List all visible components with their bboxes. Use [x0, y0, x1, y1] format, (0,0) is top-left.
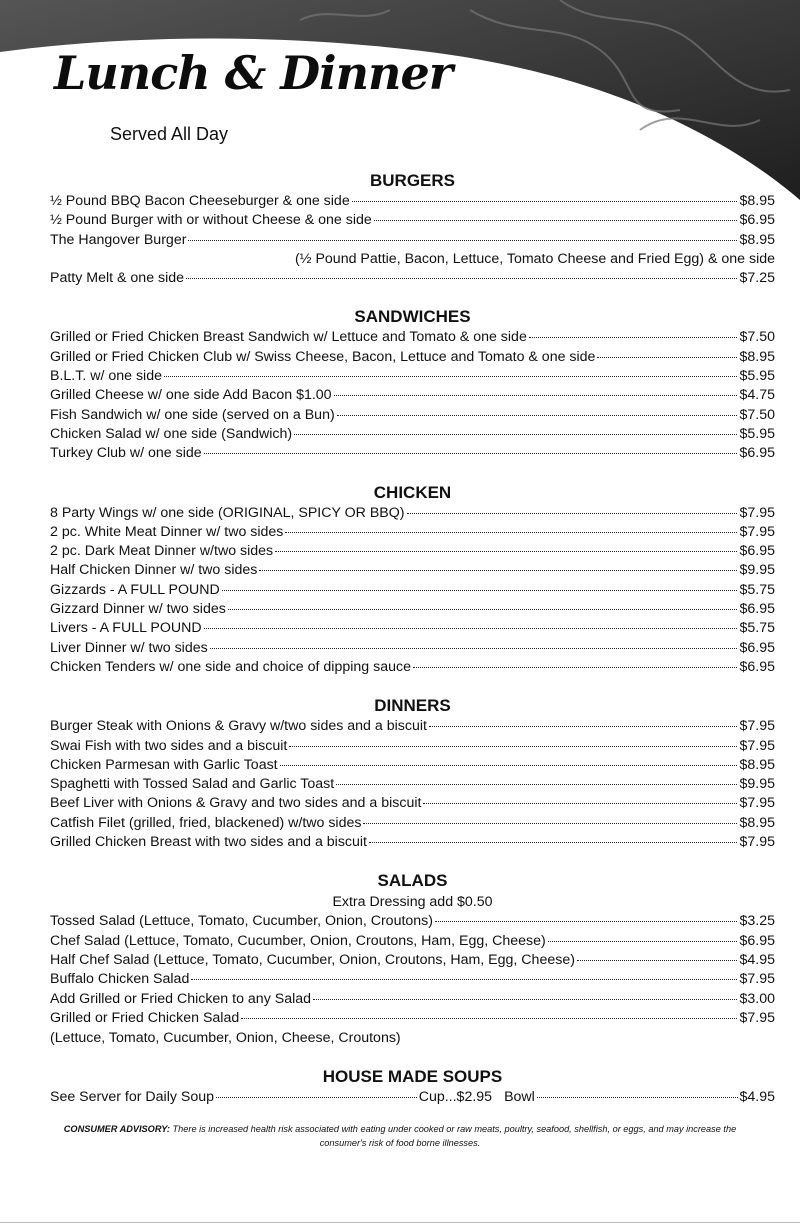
advisory-label: CONSUMER ADVISORY:	[63, 1124, 170, 1134]
menu-item	[50, 561, 775, 580]
menu-item	[50, 542, 775, 561]
menu-item	[50, 639, 775, 658]
leader-dots	[275, 551, 737, 552]
item-description: (½ Pound Pattie, Bacon, Lettuce, Tomato Cheese and Fried Egg) & one side	[294, 250, 775, 267]
item-price: $7.50	[739, 406, 775, 423]
menu-item	[50, 794, 775, 813]
item-price: $7.95	[739, 523, 775, 540]
leader-dots	[407, 513, 738, 514]
leader-dots	[548, 941, 738, 942]
item-name: Spaghetti with Tossed Salad and Garlic Toast	[50, 776, 335, 793]
leader-dots	[337, 415, 738, 416]
leader-dots	[294, 434, 737, 435]
item-price: $9.95	[739, 776, 775, 793]
item-price: $5.95	[739, 368, 775, 385]
menu-item	[50, 912, 775, 931]
section-title-dinners: DINNERS	[374, 696, 451, 716]
menu-item	[50, 425, 775, 444]
section-title-sandwiches: SANDWICHES	[354, 307, 471, 327]
menu-item	[50, 990, 775, 1009]
item-name: Burger Steak with Onions & Gravy w/two sides and a biscuit	[50, 718, 427, 735]
item-name: Liver Dinner w/ two sides	[50, 639, 208, 656]
item-name: Chef Salad (Lettuce, Tomato, Cucumber, Onion, Croutons, Ham, Egg, Cheese)	[50, 932, 546, 949]
menu-item	[50, 717, 775, 736]
leader-dots	[435, 921, 737, 922]
menu-item	[50, 600, 775, 619]
menu-item	[50, 814, 775, 833]
bowl-price: $4.95	[739, 1089, 776, 1106]
item-price: $8.95	[739, 756, 775, 773]
leader-dots	[374, 220, 738, 221]
item-price: $6.95	[739, 601, 775, 618]
leader-dots	[413, 667, 738, 668]
item-name: Catfish Filet (grilled, fried, blackened) w/two sides	[50, 814, 362, 831]
leader-dots	[204, 628, 738, 629]
menu-item	[50, 737, 775, 756]
section-title-burgers: BURGERS	[369, 171, 455, 190]
item-price: $8.95	[739, 348, 775, 365]
item-price: $6.95	[739, 639, 775, 656]
item-name: Grilled or Fried Chicken Salad	[50, 1009, 240, 1026]
item-price: $7.95	[739, 737, 775, 754]
item-name: Half Chef Salad (Lettuce, Tomato, Cucumber, Onion, Croutons, Ham, Egg, Cheese)	[50, 951, 575, 968]
menu-body	[50, 170, 775, 1107]
salad-dressing-note: Extra Dressing add $0.50	[332, 894, 493, 911]
menu-item	[50, 406, 775, 425]
menu-item	[50, 269, 775, 288]
item-name: Patty Melt & one side	[50, 270, 185, 287]
menu-item	[50, 581, 775, 600]
menu-item	[50, 932, 775, 951]
item-name: 2 pc. Dark Meat Dinner w/two sides	[50, 543, 274, 560]
menu-item	[50, 231, 775, 250]
menu-item	[50, 775, 775, 794]
item-price: $6.95	[739, 212, 775, 229]
leader-dots	[577, 960, 738, 961]
leader-dots	[429, 726, 738, 727]
menu-item	[50, 211, 775, 230]
item-price: $6.95	[739, 932, 775, 949]
leader-dots	[241, 1018, 737, 1019]
item-price: $4.95	[739, 951, 775, 968]
item-price: $5.95	[739, 425, 775, 442]
menu-item	[50, 504, 775, 523]
item-name: Half Chicken Dinner w/ two sides	[50, 562, 258, 579]
leader-dots	[204, 453, 738, 454]
menu-item	[50, 523, 775, 542]
leader-dots	[222, 590, 738, 591]
item-name: Livers - A FULL POUND	[50, 620, 202, 637]
leader-dots	[369, 842, 737, 843]
menu-item	[50, 192, 775, 211]
leader-dots	[313, 999, 737, 1000]
item-price: $7.95	[739, 504, 775, 521]
menu-item	[50, 658, 775, 677]
bowl-label: Bowl	[504, 1089, 535, 1106]
menu-item	[50, 444, 775, 463]
leader-dots	[228, 609, 738, 610]
leader-dots	[529, 337, 738, 338]
leader-dots	[352, 201, 738, 202]
advisory-text: There is increased health risk associated with eating under cooked or raw meats, poultry, seafood, shellfish, or eggs, and may increase the consumer's risk of food borne illnesses.	[172, 1124, 737, 1148]
item-name: 8 Party Wings w/ one side (ORIGINAL, SPICY OR BBQ)	[50, 504, 405, 521]
item-name: Gizzard Dinner w/ two sides	[50, 601, 226, 618]
item-name: Gizzards - A FULL POUND	[50, 581, 220, 598]
leader-dots	[186, 278, 737, 279]
item-price: $4.75	[739, 387, 775, 404]
item-price: $6.95	[739, 658, 775, 675]
menu-item	[50, 328, 775, 347]
item-name: Buffalo Chicken Salad	[50, 971, 190, 988]
leader-dots	[597, 357, 737, 358]
item-price: $8.95	[739, 231, 775, 248]
item-name: Turkey Club w/ one side	[50, 445, 202, 462]
menu-item	[50, 367, 775, 386]
item-price: $3.00	[739, 990, 775, 1007]
item-price: $8.95	[739, 814, 775, 831]
leader-dots	[210, 648, 738, 649]
leader-dots	[259, 570, 737, 571]
menu-item	[50, 951, 775, 970]
item-name: 2 pc. White Meat Dinner w/ two sides	[50, 523, 284, 540]
item-price: $7.25	[739, 270, 775, 287]
menu-item	[50, 619, 775, 638]
item-name: ½ Pound Burger with or without Cheese & one side	[50, 212, 372, 229]
item-price: $9.95	[739, 562, 775, 579]
item-name: Chicken Salad w/ one side (Sandwich)	[50, 425, 293, 442]
menu-item	[50, 970, 775, 989]
item-name: The Hangover Burger	[50, 231, 187, 248]
menu-item	[50, 386, 775, 405]
page-bottom-rule	[0, 1222, 800, 1223]
item-price: $7.95	[739, 834, 775, 851]
section-title-chicken: CHICKEN	[373, 482, 452, 502]
item-price: $7.95	[739, 795, 775, 812]
leader-dots	[280, 765, 738, 766]
leader-dots	[537, 1097, 738, 1098]
item-price: $6.95	[739, 543, 775, 560]
item-price: $7.95	[739, 1009, 775, 1026]
item-name: Tossed Salad (Lettuce, Tomato, Cucumber, Onion, Croutons)	[50, 913, 433, 930]
item-name: B.L.T. w/ one side	[50, 368, 162, 385]
leader-dots	[363, 823, 737, 824]
leader-dots	[191, 979, 737, 980]
leader-dots	[164, 376, 738, 377]
leader-dots	[334, 395, 738, 396]
item-price: $8.95	[739, 193, 775, 209]
item-name: Fish Sandwich w/ one side (served on a Bun)	[50, 406, 335, 423]
leader-dots	[285, 532, 737, 533]
item-price: $5.75	[739, 620, 775, 637]
item-name: Beef Liver with Onions & Gravy and two sides and a biscuit	[50, 795, 422, 812]
item-price: $3.25	[739, 913, 775, 930]
item-name: Grilled Chicken Breast with two sides and a biscuit	[50, 834, 367, 851]
menu-subtitle: Served All Day	[110, 124, 229, 144]
menu-title: Lunch & Dinner	[54, 46, 453, 100]
item-price: $7.95	[739, 971, 775, 988]
item-price: $7.95	[739, 718, 775, 735]
item-name: Add Grilled or Fried Chicken to any Salad	[50, 990, 312, 1007]
item-price: $7.50	[739, 329, 775, 346]
menu-item-soup	[50, 1088, 775, 1107]
menu-item	[50, 1009, 775, 1028]
menu-item	[50, 348, 775, 367]
item-name: Grilled or Fried Chicken Breast Sandwich w/ Lettuce and Tomato & one side	[50, 329, 527, 346]
item-name: ½ Pound BBQ Bacon Cheeseburger & one side	[50, 193, 350, 209]
item-price: $6.95	[739, 445, 775, 462]
leader-dots	[216, 1097, 417, 1098]
leader-dots	[336, 784, 737, 785]
item-name: Chicken Parmesan with Garlic Toast	[50, 756, 278, 773]
leader-dots	[188, 240, 737, 241]
item-name: Swai Fish with two sides and a biscuit	[50, 737, 288, 754]
section-title-salads: SALADS	[377, 871, 448, 891]
item-name: Chicken Tenders w/ one side and choice of dipping sauce	[50, 658, 411, 675]
section-title-soups: HOUSE MADE SOUPS	[322, 1067, 503, 1087]
consumer-advisory	[60, 1122, 740, 1150]
cup-price: Cup...$2.95	[418, 1089, 493, 1106]
salad-ingredients-note: (Lettuce, Tomato, Cucumber, Onion, Cheese, Croutons)	[50, 1030, 401, 1047]
item-name: Grilled Cheese w/ one side Add Bacon $1.00	[50, 387, 332, 404]
menu-item	[50, 756, 775, 775]
menu-item	[50, 833, 775, 852]
leader-dots	[289, 746, 737, 747]
leader-dots	[423, 803, 737, 804]
item-price: $5.75	[739, 581, 775, 598]
item-name: Grilled or Fried Chicken Club w/ Swiss Cheese, Bacon, Lettuce and Tomato & one side	[50, 348, 596, 365]
item-name: See Server for Daily Soup	[50, 1089, 215, 1106]
